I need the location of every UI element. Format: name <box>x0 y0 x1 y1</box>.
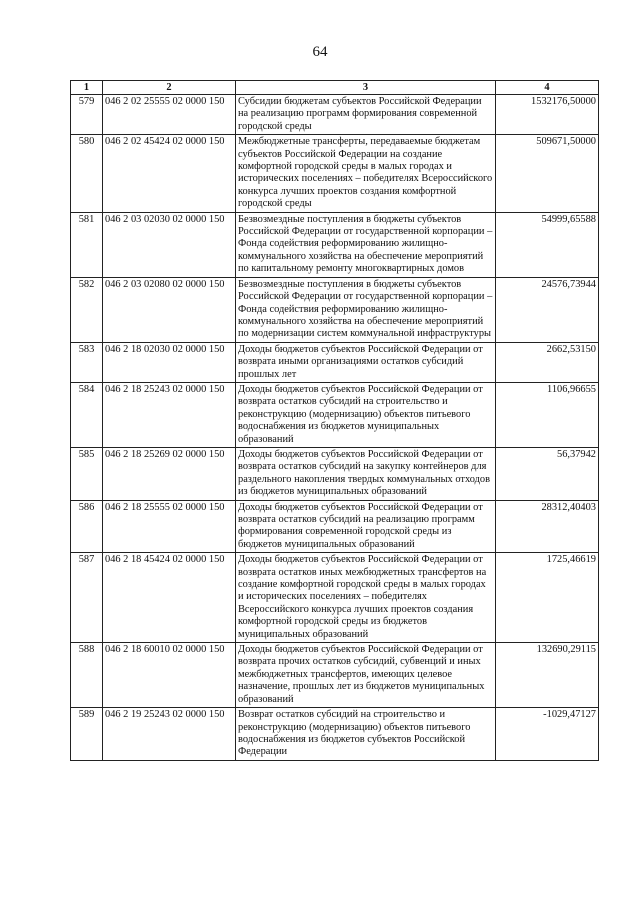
revenue-name: Доходы бюджетов субъектов Российской Федерации от возврата остатков субсидий на реализацию программ формирования современной городской среды из бюджетов муниципальных образований <box>236 500 496 553</box>
budget-code: 046 2 18 25243 02 0000 150 <box>103 382 236 447</box>
table-row <box>71 708 599 761</box>
revenue-name: Доходы бюджетов субъектов Российской Федерации от возврата иными организациями остатков субсидий прошлых лет <box>236 342 496 382</box>
amount: 2662,53150 <box>496 342 599 382</box>
table-row <box>71 95 599 135</box>
budget-code: 046 2 02 25555 02 0000 150 <box>103 95 236 135</box>
budget-code: 046 2 18 60010 02 0000 150 <box>103 643 236 708</box>
budget-code: 046 2 18 02030 02 0000 150 <box>103 342 236 382</box>
budget-revenue-table <box>70 80 599 761</box>
revenue-name: Безвозмездные поступления в бюджеты субъектов Российской Федерации от государственной корпорации – Фонда содействия реформированию жилищно-коммунального хозяйства на обеспечение мероприятий по модернизации систем коммунальной инфраструктуры <box>236 277 496 342</box>
row-number: 589 <box>71 708 103 761</box>
amount: 28312,40403 <box>496 500 599 553</box>
page-number: 64 <box>312 44 328 60</box>
budget-code: 046 2 03 02080 02 0000 150 <box>103 277 236 342</box>
budget-code: 046 2 18 45424 02 0000 150 <box>103 553 236 643</box>
revenue-name: Доходы бюджетов субъектов Российской Федерации от возврата остатков субсидий на закупку контейнеров для раздельного накопления твердых коммунальных отходов из бюджетов муниципальных образований <box>236 447 496 500</box>
row-number: 584 <box>71 382 103 447</box>
row-number: 582 <box>71 277 103 342</box>
table-row <box>71 212 599 277</box>
column-header: 3 <box>236 81 496 95</box>
row-number: 581 <box>71 212 103 277</box>
table-row <box>71 500 599 553</box>
amount: 1532176,50000 <box>496 95 599 135</box>
amount: 54999,65588 <box>496 212 599 277</box>
revenue-name: Безвозмездные поступления в бюджеты субъектов Российской Федерации от государственной корпорации – Фонда содействия реформированию жилищно-коммунального хозяйства на обеспечение мероприятий по капитальному ремонту многоквартирных домов <box>236 212 496 277</box>
amount: 509671,50000 <box>496 135 599 212</box>
amount: 132690,29115 <box>496 643 599 708</box>
row-number: 585 <box>71 447 103 500</box>
amount: 1106,96655 <box>496 382 599 447</box>
budget-code: 046 2 18 25555 02 0000 150 <box>103 500 236 553</box>
row-number: 579 <box>71 95 103 135</box>
table-row <box>71 277 599 342</box>
revenue-name: Доходы бюджетов субъектов Российской Федерации от возврата прочих остатков субсидий, субвенций и иных межбюджетных трансфертов, имеющих целевое назначение, прошлых лет из бюджетов муниципальных образований <box>236 643 496 708</box>
revenue-name: Возврат остатков субсидий на строительство и реконструкцию (модернизацию) объектов питьевого водоснабжения из бюджетов субъектов Российской Федерации <box>236 708 496 761</box>
budget-code: 046 2 02 45424 02 0000 150 <box>103 135 236 212</box>
table-row <box>71 553 599 643</box>
row-number: 580 <box>71 135 103 212</box>
column-header: 2 <box>103 81 236 95</box>
amount: 56,37942 <box>496 447 599 500</box>
budget-code: 046 2 18 25269 02 0000 150 <box>103 447 236 500</box>
row-number: 586 <box>71 500 103 553</box>
column-header: 1 <box>71 81 103 95</box>
revenue-name: Доходы бюджетов субъектов Российской Федерации от возврата остатков субсидий на строительство и реконструкцию (модернизацию) объектов питьевого водоснабжения из бюджетов муниципальных образований <box>236 382 496 447</box>
budget-code: 046 2 03 02030 02 0000 150 <box>103 212 236 277</box>
amount: 24576,73944 <box>496 277 599 342</box>
revenue-name: Доходы бюджетов субъектов Российской Федерации от возврата остатков иных межбюджетных трансфертов на создание комфортной городской среды в малых городах и исторических поселениях – победителях Всероссийского конкурса лучших проектов создания комфортной городской среды из бюджетов муниципальных образований <box>236 553 496 643</box>
budget-code: 046 2 19 25243 02 0000 150 <box>103 708 236 761</box>
row-number: 583 <box>71 342 103 382</box>
amount: -1029,47127 <box>496 708 599 761</box>
table-row <box>71 382 599 447</box>
row-number: 588 <box>71 643 103 708</box>
revenue-name: Межбюджетные трансферты, передаваемые бюджетам субъектов Российской Федерации на создание комфортной городской среды в малых городах и исторических поселениях – победителях Всероссийского конкурса лучших проектов создания комфортной городской среды <box>236 135 496 212</box>
table-row <box>71 643 599 708</box>
table-body <box>71 95 599 761</box>
amount: 1725,46619 <box>496 553 599 643</box>
table-row <box>71 135 599 212</box>
revenue-name: Субсидии бюджетам субъектов Российской Федерации на реализацию программ формирования современной городской среды <box>236 95 496 135</box>
table-row <box>71 447 599 500</box>
column-header: 4 <box>496 81 599 95</box>
row-number: 587 <box>71 553 103 643</box>
table-header-row <box>71 81 599 95</box>
table-row <box>71 342 599 382</box>
